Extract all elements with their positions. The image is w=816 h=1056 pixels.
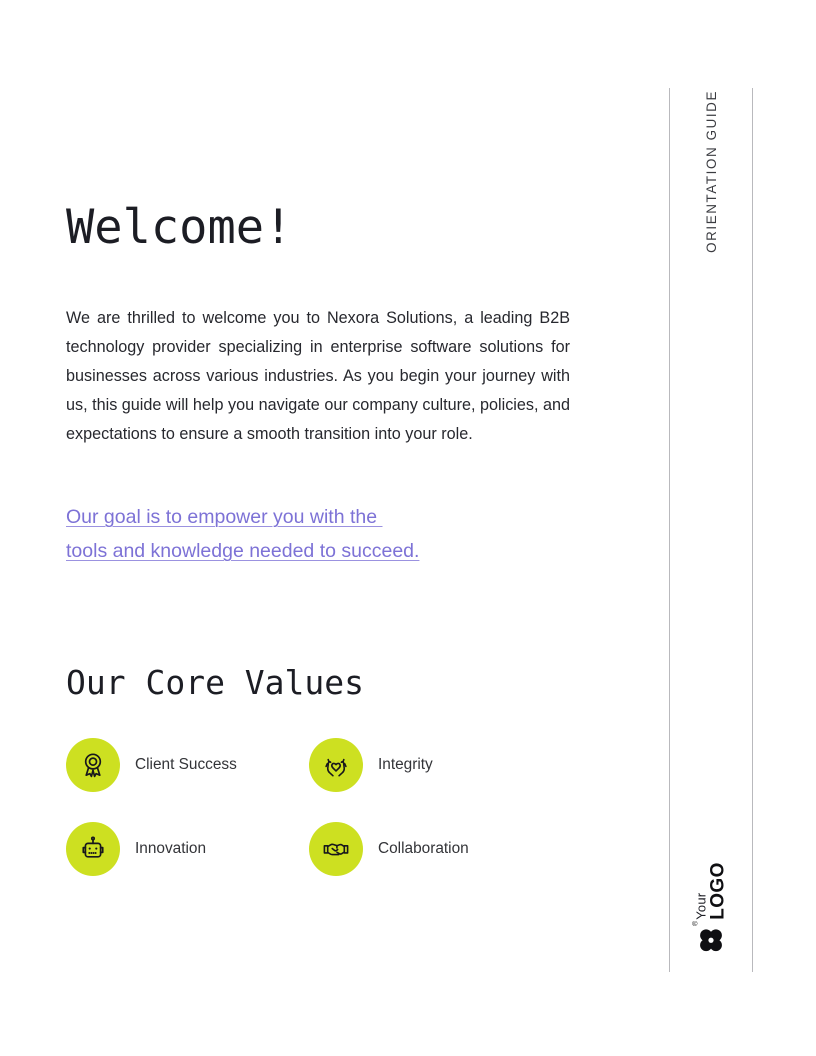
right-sidebar: [669, 88, 753, 972]
quatrefoil-logo-icon: [692, 920, 725, 954]
core-value-label: Innovation: [135, 839, 207, 857]
handshake-icon: [309, 822, 363, 876]
core-value-item: [309, 723, 552, 807]
highlight-line-2: tools and knowledge needed to succeed.: [66, 540, 420, 562]
award-ribbon-icon: [66, 738, 120, 792]
core-value-label: Integrity: [378, 755, 433, 773]
core-value-item: [66, 723, 309, 807]
sidebar-vertical-label: [669, 88, 753, 288]
logo: [671, 848, 751, 968]
logo-line-logo: LOGO: [707, 862, 729, 920]
robot-icon: [66, 822, 120, 876]
sidebar-label-text: ORIENTATION GUIDE: [703, 90, 719, 253]
hands-heart-icon: [309, 738, 363, 792]
core-value-label: Client Success: [135, 755, 237, 773]
highlight-line-1: Our goal is to empower you with the: [66, 506, 383, 528]
core-values-grid: [66, 723, 566, 891]
highlight-statement: [66, 500, 536, 568]
core-value-item: [309, 807, 552, 891]
intro-paragraph: We are thrilled to welcome you to Nexora Solutions, a leading B2B technology provider specializing in enterprise software solutions for businesses across various industries. As you begin your journey with us, this guide will help you navigate our company culture, policies, and expectations to ensure a smooth transition into your role.: [66, 309, 570, 444]
page-title: Welcome!: [66, 200, 293, 256]
section-title-core-values: Our Core Values: [66, 663, 365, 703]
registered-mark: ®: [692, 920, 700, 926]
logo-line-your: Your: [693, 892, 709, 920]
core-value-item: [66, 807, 309, 891]
core-value-label: Collaboration: [378, 839, 469, 857]
